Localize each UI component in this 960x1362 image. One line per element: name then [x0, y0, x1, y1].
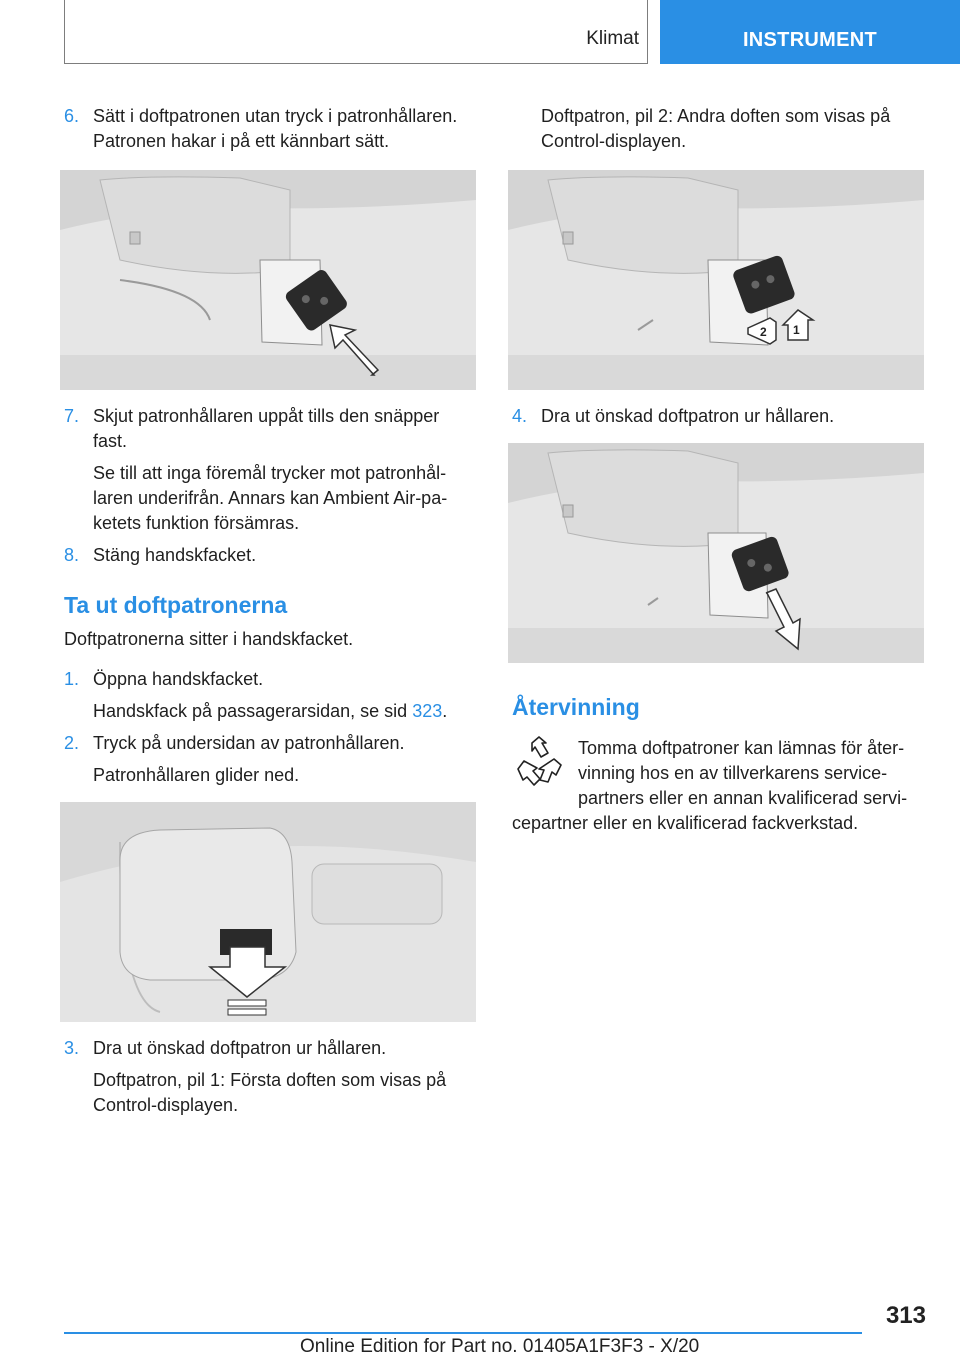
footer-edition: Online Edition for Part no. 01405A1F3F3 - X/20 — [300, 1336, 700, 1357]
step-text: Sätt i doftpatronen utan tryck i patronhållaren. — [93, 106, 458, 126]
recycle-text: Tomma doftpatroner kan lämnas för åter- — [578, 738, 905, 758]
step-number: 6. — [64, 106, 80, 126]
page-number: 313 — [885, 1302, 926, 1329]
step-text: fast. — [93, 431, 128, 451]
note-text: laren underifrån. Annars kan Ambient Air-pa- — [93, 488, 448, 508]
step-number: 8. — [64, 545, 80, 565]
recycle-text: vinning hos en av tillverkarens service- — [578, 763, 888, 783]
recycle-icon — [514, 735, 564, 791]
intro-text: Doftpatronerna sitter i handskfacket. — [64, 629, 354, 649]
header-section-box — [64, 0, 648, 64]
note-text: Handskfack på passagerarsidan, se sid 323. — [93, 701, 448, 721]
note-text: Doftpatron, pil 1: Första doften som visas på — [93, 1070, 447, 1090]
note-text: Control-displayen. — [93, 1095, 239, 1115]
step-number: 3. — [64, 1038, 80, 1058]
step-number: 2. — [64, 733, 80, 753]
recycle-text: partners eller en annan kvalificerad servi- — [578, 788, 908, 808]
section-heading: Ta ut doftpatronerna — [64, 592, 288, 618]
figure-press-holder — [60, 802, 476, 1022]
note-text: ketets funktion försämras. — [93, 513, 300, 533]
step-text: Patronen hakar i på ett kännbart sätt. — [93, 131, 390, 151]
note-text: Se till att inga föremål trycker mot patronhål- — [93, 463, 447, 483]
arrow-label-1: 1 — [793, 323, 800, 337]
step-number: 4. — [512, 406, 528, 426]
step-text: Öppna handskfacket. — [93, 669, 264, 689]
footer-divider — [64, 1332, 862, 1334]
header-chapter-label: INSTRUMENT — [742, 29, 878, 51]
page-reference-link[interactable]: 323 — [412, 701, 443, 721]
step-text: Dra ut önskad doftpatron ur hållaren. — [541, 406, 835, 426]
step-text: Tryck på undersidan av patronhållaren. — [93, 733, 405, 753]
step-number: 7. — [64, 406, 80, 426]
arrow-label-2: 2 — [760, 325, 767, 339]
note-text: Control-displayen. — [541, 131, 687, 151]
note-text: Doftpatron, pil 2: Andra doften som visas på — [541, 106, 891, 126]
step-text: Stäng handskfacket. — [93, 545, 257, 565]
step-text: Dra ut önskad doftpatron ur hållaren. — [93, 1038, 387, 1058]
figure-pull-cartridge — [508, 443, 924, 663]
note-text: Patronhållaren glider ned. — [93, 765, 300, 785]
section-heading: Återvinning — [512, 694, 640, 720]
step-text: Skjut patronhållaren uppåt tills den snäpper — [93, 406, 440, 426]
figure-insert-cartridge — [60, 170, 476, 390]
figure-cartridge-arrows — [508, 170, 924, 390]
header-chapter-tab[interactable] — [660, 0, 960, 64]
recycle-text: cepartner eller en kvalificerad fackverkstad. — [512, 813, 859, 833]
step-number: 1. — [64, 669, 80, 689]
header-section-title: Klimat — [586, 28, 639, 49]
